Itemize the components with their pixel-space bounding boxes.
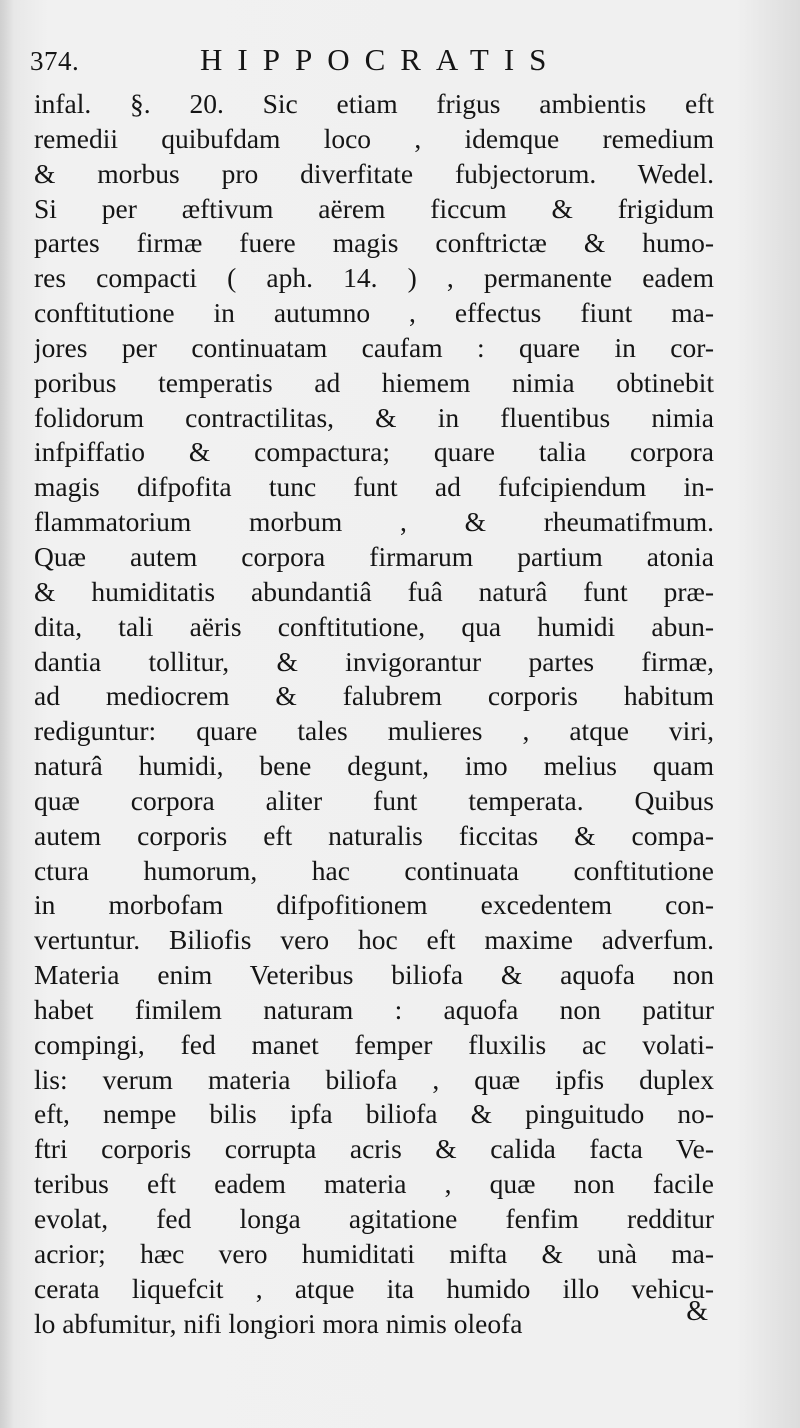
text-line: conftitutione in autumno , effectus fiunt ma- <box>34 297 714 329</box>
text-line: autem corporis eft naturalis ficcitas & compa- <box>34 819 714 851</box>
text-line: Quæ autem corpora firmarum partium atonia <box>34 540 714 572</box>
text-line: ftri corporis corrupta acris & calida facta Ve- <box>34 1133 714 1165</box>
body-text <box>34 87 714 1341</box>
text-line: habet fimilem naturam : aquofa non patitur <box>34 993 714 1025</box>
catchword: & <box>686 1296 708 1327</box>
text-line: teribus eft eadem materia , quæ non facile <box>34 1168 714 1200</box>
text-line: Si per æftivum aërem ficcum & frigidum <box>34 192 714 224</box>
text-line: acrior; hæc vero humiditati mifta & unà ma- <box>34 1237 714 1269</box>
text-line: & humiditatis abundantiâ fuâ naturâ funt præ- <box>34 575 714 607</box>
text-line: in morbofam difpofitionem excedentem con- <box>34 889 714 921</box>
text-line: dantia tollitur, & invigorantur partes firmæ, <box>34 645 714 677</box>
text-line: remedii quibufdam loco , idemque remedium <box>34 122 714 154</box>
page-number: 374. <box>30 46 80 76</box>
text-line: & morbus pro diverfitate fubjectorum. Wedel. <box>34 157 714 189</box>
text-line: eft, nempe bilis ipfa biliofa & pinguitudo no- <box>34 1098 714 1130</box>
text-line: jores per continuatam caufam : quare in cor- <box>34 331 714 363</box>
text-line: Materia enim Veteribus biliofa & aquofa non <box>34 959 714 991</box>
text-line: evolat, fed longa agitatione fenfim redditur <box>34 1203 714 1234</box>
text-line: rediguntur: quare tales mulieres , atque viri, <box>34 715 714 747</box>
binding-shadow <box>0 0 14 1428</box>
text-line: res compacti ( aph. 14. ) , permanente eadem <box>34 262 714 294</box>
page-header <box>22 38 762 82</box>
text-line: partes firmæ fuere magis conftrictæ & humo- <box>34 227 714 259</box>
text-line: ctura humorum, hac continuata conftitutione <box>34 854 714 886</box>
text-line: vertuntur. Biliofis vero hoc eft maxime adverfum. <box>34 924 714 956</box>
text-line: lo abfumitur, nifi longiori mora nimis oleofa <box>34 1307 523 1339</box>
text-line: lis: verum materia biliofa , quæ ipfis duplex <box>34 1063 714 1095</box>
text-line: compingi, fed manet femper fluxilis ac volati- <box>34 1028 714 1060</box>
running-title: HIPPOCRATIS <box>200 42 562 77</box>
text-line: flammatorium morbum , & rheumatifmum. <box>34 506 714 538</box>
text-line: naturâ humidi, bene degunt, imo melius quam <box>34 750 714 782</box>
text-line: cerata liquefcit , atque ita humido illo vehicu- <box>34 1272 714 1304</box>
text-line: folidorum contractilitas, & in fluentibus nimia <box>34 401 714 433</box>
text-line: quæ corpora aliter funt temperata. Quibus <box>34 784 714 816</box>
text-line: magis difpofita tunc funt ad fufcipiendum in- <box>34 471 714 503</box>
text-line: infpiffatio & compactura; quare talia corpora <box>34 436 714 468</box>
text-line: poribus temperatis ad hiemem nimia obtinebit <box>34 366 714 398</box>
text-line: infal. §. 20. Sic etiam frigus ambientis eft <box>34 88 714 119</box>
text-line: ad mediocrem & falubrem corporis habitum <box>34 680 714 712</box>
text-line: dita, tali aëris conftitutione, qua humidi abun- <box>34 610 714 642</box>
